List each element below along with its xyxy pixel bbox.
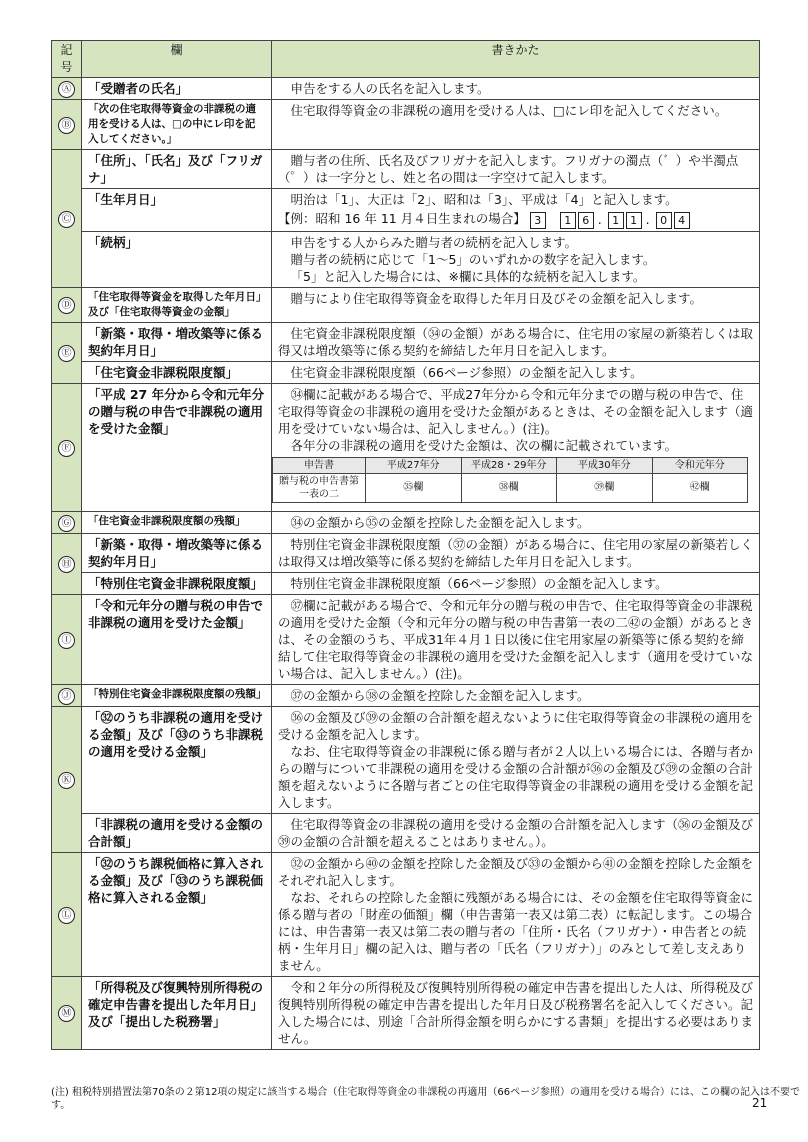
table-cell: 申告書 bbox=[273, 457, 366, 473]
row-j bbox=[52, 684, 760, 706]
desc-k-total: 住宅取得等資金の非課税の適用を受ける金額の合計額を記入します（㊱の金額及び㊴の金額の合計額を超えることはありません。）。 bbox=[272, 813, 760, 852]
example-box: 3 bbox=[530, 212, 546, 229]
mark-i: Ⓘ bbox=[58, 632, 75, 649]
footnote: (注) 租税特別措置法第70条の２第12項の規定に該当する場合（住宅取得等資金の非課税の再適用（66ページ参照）の適用を受ける場合）には、この欄の記入は不要です。 bbox=[51, 1087, 800, 1111]
row-i bbox=[52, 594, 760, 684]
example-box: 1 bbox=[560, 212, 576, 229]
example-box: 1 bbox=[608, 212, 624, 229]
table-cell: 令和元年分 bbox=[652, 457, 748, 473]
desc-l-2: なお、それらの控除した金額に残額がある場合には、その金額を住宅取得等資金に係る贈与者の「財産の価額」欄（申告書第一表又は第二表）に転記します。この場合には、申告書第一表又は第二表の贈与者の「住所・氏名（フリガナ）・申告者との続柄・生年月日」欄の記入は、贈与者の「氏名（フリガナ）」のみとして差し支えありません。 bbox=[278, 889, 754, 973]
row-c1 bbox=[52, 150, 760, 189]
mark-m: Ⓜ bbox=[58, 1005, 75, 1022]
label-h-limit: 「特別住宅資金非課税限度額」 bbox=[82, 572, 272, 594]
desc-h-contract: 特別住宅資金非課税限度額（㊲の金額）がある場合に、住宅用の家屋の新築若しくは取得又は増改築等に係る契約を締結した年月日を記入します。 bbox=[272, 533, 760, 572]
label-d: 「住宅取得等資金を取得した年月日」及び「住宅取得等資金の金額」 bbox=[82, 287, 272, 322]
desc-d: 贈与により住宅取得等資金を取得した年月日及びその金額を記入します。 bbox=[272, 287, 760, 322]
example-box: 6 bbox=[578, 212, 594, 229]
example-box: 4 bbox=[674, 212, 690, 229]
label-e-limit: 「住宅資金非課税限度額」 bbox=[82, 361, 272, 383]
example-box: 0 bbox=[656, 212, 672, 229]
label-c-address: 「住所」、「氏名」及び「フリガナ」 bbox=[82, 150, 272, 189]
mark-c: Ⓒ bbox=[58, 211, 75, 228]
label-m: 「所得税及び復興特別所得税の確定申告書を提出した年月日」及び「提出した税務署」 bbox=[82, 976, 272, 1049]
table-cell: 平成27年分 bbox=[366, 457, 462, 473]
mark-a: Ⓐ bbox=[58, 81, 75, 98]
row-a bbox=[52, 78, 760, 100]
table-row bbox=[273, 457, 748, 473]
example-boxes: 3 1 6 . 1 1 . 0 4 bbox=[530, 211, 692, 229]
row-m bbox=[52, 976, 760, 1049]
desc-c-relation-b: 贈与者の続柄に応じて「1～5」のいずれかの数字を記入します。 bbox=[290, 251, 656, 267]
row-k1 bbox=[52, 706, 760, 813]
label-g: 「住宅資金非課税限度額の残額」 bbox=[82, 511, 272, 533]
row-b bbox=[52, 100, 760, 150]
header-description: 書きかた bbox=[272, 41, 760, 78]
mark-k: Ⓚ bbox=[58, 772, 75, 789]
label-b: 「次の住宅取得等資金の非課税の適用を受ける人は、□の中にレ印を記入してください。」 bbox=[82, 100, 272, 150]
label-k-amount: 「㉜のうち非課税の適用を受ける金額」及び「㉝のうち非課税の適用を受ける金額」 bbox=[82, 706, 272, 813]
table-cell: ㉟欄 bbox=[366, 473, 462, 502]
desc-k-1: ㊱の金額及び㊴の金額の合計額を超えないように住宅取得等資金の非課税の適用を受ける金額を記入します。 bbox=[278, 709, 754, 742]
mark-l: Ⓛ bbox=[58, 907, 75, 924]
label-e-contract: 「新築・取得・増改築等に係る契約年月日」 bbox=[82, 322, 272, 361]
label-c-relation: 「続柄」 bbox=[82, 231, 272, 287]
row-h2 bbox=[52, 572, 760, 594]
header-column: 欄 bbox=[82, 41, 272, 78]
mark-b: Ⓑ bbox=[58, 117, 75, 134]
desc-f-2: 各年分の非課税の適用を受けた金額は、次の欄に記載されています。 bbox=[290, 437, 678, 453]
desc-j: ㊲の金額から㊳の金額を控除した金額を記入します。 bbox=[272, 684, 760, 706]
label-h-contract: 「新築・取得・増改築等に係る契約年月日」 bbox=[82, 533, 272, 572]
row-h1 bbox=[52, 533, 760, 572]
header-mark: 記号 bbox=[52, 41, 82, 78]
desc-c-relation-a: 申告をする人からみた贈与者の続柄を記入します。 bbox=[290, 234, 578, 250]
mark-e: Ⓔ bbox=[58, 345, 75, 362]
example-label: 【例：昭和 16 年 11 月４日生まれの場合】 bbox=[278, 211, 526, 226]
desc-f-1: ㉞欄に記載がある場合で、平成27年分から令和元年分までの贈与税の申告で、住宅取得等資金の非課税の適用を受けた金額があるときは、その金額を記入します（適用を受けていない場合は、記入しません。）(注)。 bbox=[278, 386, 754, 436]
desc-h-limit: 特別住宅資金非課税限度額（66ページ参照）の金額を記入します。 bbox=[272, 572, 760, 594]
desc-b: 住宅取得等資金の非課税の適用を受ける人は、□にレ印を記入してください。 bbox=[272, 100, 760, 150]
desc-c-address: 贈与者の住所、氏名及びフリガナを記入します。フリガナの濁点（゛）や半濁点（゜）は一字分とし、姓と名の間は一字空けて記入します。 bbox=[272, 150, 760, 189]
table-cell: ㊳欄 bbox=[461, 473, 557, 502]
label-a: 「受贈者の氏名」 bbox=[82, 78, 272, 100]
table-cell: 平成28・29年分 bbox=[461, 457, 557, 473]
row-g bbox=[52, 511, 760, 533]
desc-c-relation-c: 「5」と記入した場合には、※欄に具体的な続柄を記入します。 bbox=[290, 268, 646, 284]
mark-j: Ⓙ bbox=[58, 688, 75, 705]
label-l: 「㉜のうち課税価格に算入される金額」及び「㉝のうち課税価格に算入される金額」 bbox=[82, 852, 272, 976]
desc-m: 令和２年分の所得税及び復興特別所得税の確定申告書を提出した人は、所得税及び復興特別所得税の確定申告書を提出した年月日及び税務署名を記入してください。記入した場合には、別途「合計所得金額を明らかにする書類」を提出する必要はありません。 bbox=[272, 976, 760, 1049]
mark-d: Ⓓ bbox=[58, 297, 75, 314]
desc-e-limit: 住宅資金非課税限度額（66ページ参照）の金額を記入します。 bbox=[272, 361, 760, 383]
birthdate-example bbox=[278, 210, 753, 229]
prior-year-table bbox=[272, 457, 748, 503]
label-i: 「令和元年分の贈与税の申告で非課税の適用を受けた金額」 bbox=[82, 594, 272, 684]
desc-c-birthdate: 明治は「1」、大正は「2」、昭和は「3」、平成は「4」と記入します。 bbox=[290, 192, 678, 207]
row-l bbox=[52, 852, 760, 976]
mark-h: Ⓗ bbox=[58, 556, 75, 573]
table-cell: ㊴欄 bbox=[557, 473, 653, 502]
mark-g: Ⓖ bbox=[58, 515, 75, 532]
label-j: 「特別住宅資金非課税限度額の残額」 bbox=[82, 684, 272, 706]
label-c-birthdate: 「生年月日」 bbox=[82, 189, 272, 232]
row-e1 bbox=[52, 322, 760, 361]
table-header bbox=[52, 41, 760, 78]
desc-a: 申告をする人の氏名を記入します。 bbox=[272, 78, 760, 100]
table-row bbox=[273, 473, 748, 502]
table-cell: ㊷欄 bbox=[652, 473, 748, 502]
row-c3 bbox=[52, 231, 760, 287]
row-d bbox=[52, 287, 760, 322]
page-number: 21 bbox=[752, 1096, 768, 1110]
row-e2 bbox=[52, 361, 760, 383]
table-cell: 平成30年分 bbox=[557, 457, 653, 473]
label-k-total: 「非課税の適用を受ける金額の合計額」 bbox=[82, 813, 272, 852]
desc-e-contract: 住宅資金非課税限度額（㉞の金額）がある場合に、住宅用の家屋の新築若しくは取得又は増改築等に係る契約を締結した年月日を記入します。 bbox=[272, 322, 760, 361]
desc-g: ㉞の金額から㉟の金額を控除した金額を記入します。 bbox=[272, 511, 760, 533]
row-c2 bbox=[52, 189, 760, 232]
instruction-table bbox=[51, 40, 760, 1050]
desc-k-2: なお、住宅取得等資金の非課税に係る贈与者が２人以上いる場合には、各贈与者からの贈与について非課税の適用を受ける金額の合計額が㊱の金額及び㊴の金額の合計額を超えないように各贈与者ごとの住宅取得等資金の非課税の適用を受ける金額を記入します。 bbox=[278, 743, 754, 810]
table-cell: 贈与税の申告書第一表の二 bbox=[273, 473, 366, 502]
row-f bbox=[52, 383, 760, 511]
mark-f: Ⓕ bbox=[58, 440, 75, 457]
desc-i: ㊲欄に記載がある場合で、令和元年分の贈与税の申告で、住宅取得等資金の非課税の適用を受けた金額（令和元年分の贈与税の申告書第一表の二㊷の金額）があるときは、その金額のうち、平成31年４月１日以後に住宅用家屋の新築等に係る契約を締結して住宅取得等資金の非課税の適用を受けた金額を記入します（適用を受けていない場合は、記入しません。）(注)。 bbox=[272, 594, 760, 684]
example-box: 1 bbox=[626, 212, 642, 229]
row-k2 bbox=[52, 813, 760, 852]
desc-l-1: ㉜の金額から㊵の金額を控除した金額及び㉝の金額から㊶の金額を控除した金額をそれぞれ記入します。 bbox=[278, 855, 754, 888]
label-f: 「平成 27 年分から令和元年分の贈与税の申告で非課税の適用を受けた金額」 bbox=[82, 383, 272, 511]
